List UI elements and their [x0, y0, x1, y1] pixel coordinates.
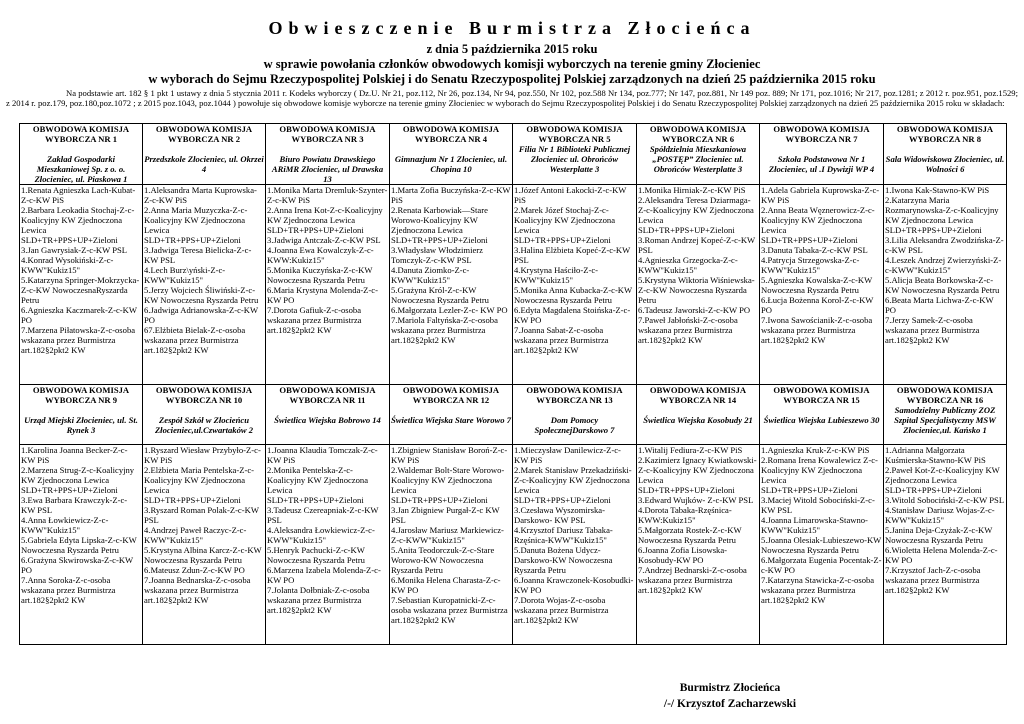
header-line-2: WYBORCZA NR 6: [661, 134, 735, 144]
header-subject: w sprawie powołania członków obwodowych komisji wyborczych na terenie gminy Złocieniec: [263, 57, 761, 71]
polling-place: Zakład Gospodarki Mieszkaniowej Sp. z o. o. Złocieniec, ul. Piaskowa 1: [34, 154, 128, 184]
polling-place: Samodzielny Publiczny ZOZ Szpital Specjalistyczny MSW Złocieniec,ul. Kańsko 1: [894, 405, 996, 435]
polling-place: Świetlica Wiejska Kosobudy 21: [643, 415, 753, 425]
commission-header: [20, 385, 143, 445]
header-line-2: WYBORCZA NR 9: [44, 395, 118, 405]
header-line-2: WYBORCZA NR 16: [906, 395, 984, 405]
header-line-2: WYBORCZA NR 7: [785, 134, 858, 144]
polling-place: Szkoła Podstawowa Nr 1 Złocieniec, ul .I Dywizji WP 4: [768, 154, 875, 174]
commission-header: [637, 124, 760, 185]
members-list: 1.Mieczysław Danilewicz-Z-c-KW PiS 2.Marek Stanisław Przekadziński-Z-c-Koalicyjny KW Zjednoczona Lewica SLD+TR+PPS+UP+Zieloni 3.Czesława Wyszomirska-Darskowo- KW PSL 4.Krzysztof Dariusz Tabaka-Rzęśnica-KWW"Kukiz15" 5.Danuta Bożena Udycz-Darskowo-KW Nowoczesna Ryszarda Petru 6.Joanna Krawczonek-Kosobudki-KW PO 7.Dorota Wojas-Z-c-osoba wskazana przez Burmistrza art.182§2pkt2 KW: [513, 445, 637, 645]
members-list: 1.Monika Hirniak-Z-c-KW PiS 2.Aleksandra Teresa Dziarmaga-Z-c-Koalicyjny KW Zjednoczona Lewica SLD+TR+PPS+UP+Zieloni 3.Roman Andrzej Kopeć-Z-c-KW PSL 4.Agnieszka Grzegocka-Z-c-KWW"Kukiz15" 5.Krystyna Wiktoria Wiśniewska-Z-c-KW Nowoczesna Ryszarda Petru 6.Tadeusz Jaworski-Z-c-KW PO 7.Paweł Jabłoński-Z-c-osoba wskazana przez Burmistrza art.182§2pkt2 KW: [637, 185, 760, 385]
header-line-2: WYBORCZA NR 14: [659, 395, 737, 405]
polling-place: Gimnazjum Nr 1 Złocieniec, ul. Chopina 10: [394, 154, 508, 174]
polling-place: Filia Nr 1 Biblioteki Publicznej Złocieniec ul. Obrońców Westerplatte 3: [518, 144, 631, 174]
header-line-2: WYBORCZA NR 11: [289, 395, 366, 405]
header-line-2: WYBORCZA NR 5: [538, 134, 611, 144]
commission-header: [513, 124, 637, 185]
members-list: 1.Iwona Kak-Stawno-KW PiS 2.Katarzyna Maria Rozmarynowska-Z-c-Koalicyjny KW Zjednoczona Lewica SLD+TR+PPS+UP+Zieloni 3.Lilia Aleksandra Zwodzińska-Z-c-KW PSL 4.Leszek Andrzej Zwierzyński-Z-c-KWW"Kukiz15" 5.Alicja Beata Borkowska-Z-c-KW Nowoczesna Ryszarda Petru 6.Beata Marta Lichwa-Z-c-KW PO 7.Jerzy Samek-Z-c-osoba wskazana przez Burmistrza art.182§2pkt2 KW: [884, 185, 1007, 385]
members-list: 1.Monika Marta Dremluk-Szynter-Z-c-KW PiS 2.Anna Irena Kot-Z-c-Koalicyjny KW Zjednoczona Lewica SLD+TR+PPS+UP+Zieloni 3.Jadwiga Antczak-Z-c-KW PSL 4.Joanna Ewa Kowalczyk-Z-c-KWW:Kukiz15" 5.Monika Kuczyńska-Z-c-KW Nowoczesna Ryszarda Petru 6.Maria Krystyna Molenda-Z-c-KW PO 7.Dorota Gafiuk-Z-c-osoba wskazana przez Burmistrza art.182§2pkt2 KW: [266, 185, 390, 385]
header-line-1: OBWODOWA KOMISJA: [279, 385, 376, 395]
polling-place: Spółdzielnia Mieszkaniowa „POSTĘP” Złocieniec ul. Obrońców Westerplatte 3: [649, 144, 747, 174]
members-list: 1.Witalij Fediura-Z-c-KW PiS 2.Kazimierz Ignacy Kwiatkowski-Z-c-Koalicyjny KW Zjednoczona Lewica SLD+TR+PPS+UP+Zieloni 3.Edward Wujków- Z-c-KW PSL 4.Dorota Tabaka-Rzęśnica-KWW:Kukiz15" 5.Małgorzata Rostek-Z-c-KW Nowoczesna Ryszarda Petru 6.Joanna Zofia Lisowska-Kosobudy-KW PO 7.Andrzej Bednarski-Z-c-osoba wskazana przez Burmistrza art.182§2pkt2 KW: [637, 445, 760, 645]
header-line-1: OBWODOWA KOMISJA: [32, 124, 130, 134]
commission-header: [884, 124, 1007, 185]
header-line-1: OBWODOWA KOMISJA: [773, 385, 870, 395]
polling-place: Zespół Szkół w Złocieńcu Złocieniec,ul.Czwartaków 2: [154, 415, 254, 435]
commission-header: [760, 385, 884, 445]
commission-header: [637, 385, 760, 445]
signature-name: /-/ Krzysztof Zacharzewski: [663, 698, 797, 710]
members-list: 1.Ryszard Wiesław Przybyło-Z-c-KW PiS 2.Elżbieta Maria Pentelska-Z-c-Koalicyjny KW Zjednoczona Lewica SLD+TR+PPS+UP+Zieloni 3.Ryszard Roman Polak-Z-c-KW PSL 4.Andrzej Paweł Raczyc-Z-c-KWW"Kukiz15" 5.Krystyna Albina Karcz-Z-c-KW Nowoczesna Ryszarda Petru 6.Mateusz Zdun-Z-c-KW PO 7.Joanna Bednarska-Z-c-osoba wskazana przez Burmistrza art.182§2pkt2 KW: [143, 445, 266, 645]
header-line-1: OBWODOWA KOMISJA: [526, 124, 623, 134]
polling-place: Urząd Miejski Złocieniec, ul. St. Rynek 3: [24, 415, 138, 435]
header-line-1: OBWODOWA KOMISJA: [279, 124, 376, 134]
signature-title: Burmistrz Złocieńca: [679, 682, 781, 694]
commission-header: [760, 124, 884, 185]
polling-place: Przedszkole Złocieniec, ul. Okrzei 4: [144, 154, 264, 174]
header-line-2: WYBORCZA NR 10: [165, 395, 243, 405]
header-line-2: WYBORCZA NR 8: [908, 134, 982, 144]
polling-place: Sala Widowiskowa Złocieniec, ul. Wolności 6: [885, 154, 1005, 174]
header-line-2: WYBORCZA NR 1: [44, 134, 118, 144]
commission-header: [266, 385, 390, 445]
header-row-2: [20, 385, 1007, 445]
header-row-1: [20, 124, 1007, 185]
polling-place: Świetlica Wiejska Lubieszewo 30: [763, 415, 880, 425]
header-line-1: OBWODOWA KOMISJA: [155, 385, 253, 395]
header-line-1: OBWODOWA KOMISJA: [402, 124, 500, 134]
preamble: [6, 88, 1018, 108]
header-line-2: WYBORCZA NR 4: [414, 134, 488, 144]
members-list: 1.Renata Agnieszka Lach-Kubat-Z-c-KW PiS 2.Barbara Leokadia Stochaj-Z-c-Koalicyjny KW Zjednoczona Lewica SLD+TR+PPS+UP+Zieloni 3.Jan Gawrysiak-Z-c-KW PSL 4.Konrad Wysokiński-Z-c-KWW"Kukiz15" 5.Katarzyna Springer-Mokrzycka-Z-c-KW NowoczesnaRyszarda Petru 6.Agnieszka Kaczmarek-Z-c-KW PO 7.Marzena Piłatowska-Z-c-osoba wskazana przez Burmistrza art.182§2pkt2 KW: [20, 185, 143, 385]
commissions-table: [19, 123, 1007, 645]
header-line-2: WYBORCZA NR 3: [291, 134, 364, 144]
preamble-text: Na podstawie art. 182 § 1 pkt 1 ustawy z dnia 5 stycznia 2011 r. Kodeks wyborczy ( Dz.U. Nr 21, poz.112, Nr 26, poz.134, Nr 94, poz.550, Nr 102, poz.588 Nr 134, poz.777; Nr 147, poz.881, Nr 149 poz. 889; Nr 171, poz.1016; Nr 217, poz.1281; z 2012 r. poz.951, poz.1529; z 2014 r. poz.179, poz.180,poz.1072 ; z 2015 poz.1043, poz.1044 ) powołuje się obwodowe komisje wyborcze na terenie gminy Złocieniec w wyborach do Sejmu Rzeczypospolitej Polskiej i do Senatu Rzeczypospolitej Polskiej zarządzonych na dzień 25 października 2015 roku w składach:: [6, 88, 1018, 108]
header-line-1: OBWODOWA KOMISJA: [896, 385, 994, 395]
header-date: z dnia 5 października 2015 roku: [426, 42, 598, 56]
commission-header: [884, 385, 1007, 445]
header-line-1: OBWODOWA KOMISJA: [402, 385, 500, 395]
commission-header: [390, 385, 513, 445]
commission-header: [143, 385, 266, 445]
header-line-1: OBWODOWA KOMISJA: [649, 385, 747, 395]
commission-header: [20, 124, 143, 185]
document-title: Obwieszczenie Burmistrza Złocieńca: [268, 18, 756, 38]
members-row-1: [20, 185, 1007, 385]
commission-header: [266, 124, 390, 185]
members-row-2: [20, 445, 1007, 645]
members-list: 1.Aleksandra Marta Kuprowska-Z-c-KW PiS 2.Anna Maria Muzyczka-Z-c-Koalicyjny KW Zjednoczona Lewica SLD+TR+PPS+UP+Zieloni 3.Jadwiga Teresa Bielicka-Z-c-KW PSL 4.Lech Burz\yński-Z-c-KWW"Kukiz15" 5.Jerzy Wojciech Śliwiński-Z-c-KW Nowoczesna Ryszarda Petru 6.Jadwiga Adrianowska-Z-c-KW PO 67.Elżbieta Bielak-Z-c-osoba wskazana przez Burmistrza art.182§2pkt2 KW: [143, 185, 266, 385]
header-line-1: OBWODOWA KOMISJA: [32, 385, 130, 395]
polling-place: Świetlica Wiejska Stare Worowo 7: [391, 415, 512, 425]
header-line-2: WYBORCZA NR 15: [783, 395, 860, 405]
polling-place: Biuro Powiatu Drawskiego ARiMR Złocieniec, ul Drawska 13: [271, 154, 384, 184]
header-line-1: OBWODOWA KOMISJA: [155, 124, 253, 134]
header-line-1: OBWODOWA KOMISJA: [526, 385, 623, 395]
header-line-2: WYBORCZA NR 13: [536, 395, 613, 405]
members-list: 1.Adela Gabriela Kuprowska-Z-c-KW PiS 2.Anna Beata Węznerowicz-Z-c-Koalicyjny KW Zjednoczona Lewica SLD+TR+PPS+UP+Zieloni 3.Danuta Tabaka-Z-c-KW PSL 4.Patrycja Strzegowska-Z-c-KWW"Kukiz15" 5.Agnieszka Kowalska-Z-c-KW Nowoczesna Ryszarda Petru 6.Łucja Bożenna Korol-Z-c-KW PO 7.Iwona Sawościanik-Z-c-osoba wskazana przez Burmistrza art.182§2pkt2 KW: [760, 185, 884, 385]
polling-place: Świetlica Wiejska Bobrowo 14: [274, 415, 381, 425]
members-list: 1.Józef Antoni Łakocki-Z-c-KW PiS 2.Marek Józef Stochaj-Z-c-Koalicyjny KW Zjednoczona Lewica SLD+TR+PPS+UP+Zieloni 3.Halina Elżbieta Kopeć-Z-c-KW PSL 4.Krystyna Haściło-Z-c-KWW"Kukiz15" 5.Monika Anna Kubacka-Z-c-KW Nowoczesna Ryszarda Petru 6.Edyta Magdalena Stoińska-Z-c-KW PO 7.Joanna Sabat-Z-c-osoba wskazana przez Burmistrza art.182§2pkt2 KW: [513, 185, 637, 385]
polling-place: Dom Pomocy SpołecznejDarskowo 7: [534, 415, 615, 435]
commission-header: [143, 124, 266, 185]
members-list: 1.Karolina Joanna Becker-Z-c-KW PiS 2.Marzena Strug-Z-c-Koalicyjny KW Zjednoczona Lewica SLD+TR+PPS+UP+Zieloni 3.Ewa Barbara Krawczyk-Z-c-KW PSL 4.Anna Łowkiewicz-Z-c-KWW"Kukiz15" 5.Gabriela Edyta Lipska-Z-c-KW Nowoczesna Ryszarda Petru 6.Grażyna Skwirowska-Z-c-KW PO 7.Anna Soroka-Z-c-osoba wskazana przez Burmistrza art.182§2pkt2 KW: [20, 445, 143, 645]
members-list: 1.Agnieszka Kruk-Z-c-KW PiS 2.Romana Irena Kowalewicz Z-c-Koalicyjny KW Zjednoczona Lewica SLD+TR+PPS+UP+Zieloni 3.Maciej Witold Sobociński-Z-c-KW PSL 4.Joanna Limarowska-Stawno-KWW"Kukiz15" 5.Joanna Olesiak-Lubieszewo-KW Nowoczesna Ryszarda Petru 6.Małgorzata Eugenia Pocentak-Z-c-KW PO 7.Katarzyna Stawicka-Z-c-osoba wskazana przez Burmistrza art.182§2pkt2 KW: [760, 445, 884, 645]
commission-header: [390, 124, 513, 185]
members-list: 1.Zbigniew Stanisław Boroń-Z-c-KW PiS 2.Waldemar Bolt-Stare Worowo-Koalicyjny KW Zjednoczona Lewica SLD+TR+PPS+UP+Zieloni 3.Jan Zbigniew Purgał-Z-c KW PSL 4.Jarosław Mariusz Markiewicz-Z-c-KWW"Kukiz15" 5.Anita Teodorczuk-Z-c-Stare Worowo-KW Nowoczesna Ryszarda Petru 6.Monika Helena Charasta-Z-c-KW PO 7.Sebastian Kuropatnicki-Z-c-osoba wskazana przez Burmistrza art.182§2pkt2 KW: [390, 445, 513, 645]
commission-header: [513, 385, 637, 445]
header-line-1: OBWODOWA KOMISJA: [773, 124, 870, 134]
members-list: 1.Joanna Klaudia Tomczak-Z-c-KW PiS 2.Monika Pentelska-Z-c-Koalicyjny KW Zjednoczona Lewica SLD+TR+PPS+UP+Zieloni 3.Tadeusz Czereapniak-Z-c-KW PSL 4.Aleksandra Łowkiewicz-Z-c-KWW"Kukiz15" 5.Henryk Pachucki-Z-c-KW Nowoczesna Ryszarda Petru 6.Marzena Izabela Molenda-Z-c-KW PO 7.Jolanta Dołbniak-Z-c-osoba wskazana przez Burmistrza art.182§2pkt2 KW: [266, 445, 390, 645]
header-line-2: WYBORCZA NR 12: [412, 395, 490, 405]
header-line-2: WYBORCZA NR 2: [167, 134, 241, 144]
members-list: 1.Adrianna Małgorzata Kuśmierska-Stawno-KW PiS 2.Paweł Kot-Z-c-Koalicyjny KW Zjednoczona Lewica SLD+TR+PPS+UP+Zieloni 3.Witold Sobociński-Z-c-KW PSL 4.Stanisław Dariusz Wojas-Z-c-KWW"Kukiz15" 5.Janina Deja-Czyżak-Z-c-KW Nowoczesna Ryszarda Petru 6.Wioletta Helena Molenda-Z-c-KW PO 7.Krzysztof Jach-Z-c-osoba wskazana przez Burmistrza art.182§2pkt2 KW: [884, 445, 1007, 645]
header-elections: w wyborach do Sejmu Rzeczypospolitej Polskiej i do Senatu Rzeczypospolitej Polskiej zarządzonych na dzień 25 października 2015 roku: [148, 72, 876, 86]
members-list: 1.Marta Zofia Buczyńska-Z-c-KW PiS 2.Renata Karbowiak—Stare Worowo-Koalicyjny KW Zjednoczona Lewica SLD+TR+PPS+UP+Zieloni 3.Władysław Włodzimierz Tomczyk-Z-c-KW PSL 4.Danuta Ziomko-Z-c-KWW"Kukiz15" 5.Grażyna Król-Z-c-KW Nowoczesna Ryszarda Petru 6.Małgorzata Lezler-Z-c- KW PO 7.Mariola Faltyńska-Z-c-osoba wskazana przez Burmistrza art.182§2pkt2 KW: [390, 185, 513, 385]
header-line-1: OBWODOWA KOMISJA: [649, 124, 747, 134]
header-line-1: OBWODOWA KOMISJA: [896, 124, 994, 134]
